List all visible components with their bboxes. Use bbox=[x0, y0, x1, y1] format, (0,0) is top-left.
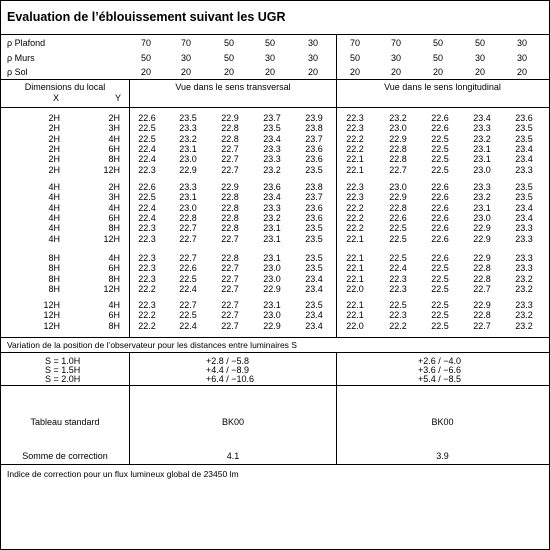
ugr-transverse-value: 23.3 bbox=[263, 154, 281, 165]
ugr-transverse-value: 23.4 bbox=[305, 320, 323, 331]
ugr-transverse-value: 23.4 bbox=[263, 133, 281, 144]
ugr-longitudinal-value: 23.4 bbox=[515, 202, 533, 213]
ugr-longitudinal-value: 23.2 bbox=[389, 113, 407, 123]
ugr-longitudinal-value: 22.0 bbox=[346, 320, 364, 331]
variation-value: +2.8 / −5.8 bbox=[206, 356, 250, 366]
ugr-transverse-value: 22.5 bbox=[138, 192, 156, 203]
rho-value: 30 bbox=[390, 53, 401, 63]
ugr-longitudinal-value: 22.5 bbox=[431, 310, 449, 321]
variation-value: +6.4 / −10.6 bbox=[206, 374, 255, 384]
ugr-longitudinal-value: 23.0 bbox=[473, 212, 491, 223]
ugr-longitudinal-value: 23.4 bbox=[473, 113, 491, 123]
rho-value: 30 bbox=[474, 53, 485, 63]
ugr-transverse-value: 22.8 bbox=[221, 253, 239, 263]
ugr-transverse-value: 23.8 bbox=[305, 123, 323, 134]
longitudinal-header: Vue dans le sens longitudinal bbox=[384, 82, 501, 92]
ugr-transverse-value: 23.0 bbox=[179, 154, 197, 165]
ugr-transverse-value: 22.9 bbox=[221, 113, 239, 123]
rho-value: 70 bbox=[180, 38, 191, 48]
ugr-longitudinal-value: 22.5 bbox=[431, 300, 449, 310]
ugr-transverse-value: 22.2 bbox=[138, 320, 156, 331]
dimension-x: 12H bbox=[43, 310, 60, 321]
ugr-longitudinal-value: 23.0 bbox=[389, 123, 407, 134]
dimension-x: 4H bbox=[48, 233, 60, 244]
dimension-y: 6H bbox=[108, 310, 120, 321]
ugr-longitudinal-value: 22.5 bbox=[431, 273, 449, 284]
ugr-longitudinal-value: 22.2 bbox=[346, 202, 364, 213]
ugr-transverse-value: 22.7 bbox=[221, 300, 239, 310]
dimension-x: 4H bbox=[48, 192, 60, 203]
ugr-longitudinal-value: 22.3 bbox=[346, 182, 364, 192]
ugr-longitudinal-value: 22.9 bbox=[389, 133, 407, 144]
dimension-y: 2H bbox=[108, 113, 120, 123]
rho-value: 20 bbox=[474, 67, 485, 77]
dimension-x: 8H bbox=[48, 253, 60, 263]
page-title: Evaluation de l’éblouissement suivant les UGR bbox=[7, 10, 286, 24]
dimension-x: 2H bbox=[48, 123, 60, 134]
ugr-transverse-value: 23.6 bbox=[263, 182, 281, 192]
ugr-longitudinal-value: 23.2 bbox=[515, 283, 533, 294]
ugr-transverse-value: 22.3 bbox=[138, 300, 156, 310]
ugr-transverse-value: 22.7 bbox=[221, 143, 239, 154]
ugr-transverse-value: 23.0 bbox=[263, 273, 281, 284]
ugr-transverse-value: 23.2 bbox=[263, 164, 281, 175]
ugr-transverse-value: 22.7 bbox=[221, 273, 239, 284]
ugr-transverse-value: 22.7 bbox=[179, 233, 197, 244]
dimension-y: 4H bbox=[108, 300, 120, 310]
column-divider bbox=[336, 34, 337, 337]
rho-value: 20 bbox=[349, 67, 360, 77]
rho-value: 30 bbox=[516, 38, 527, 48]
longitudinal-variation bbox=[418, 357, 461, 384]
ugr-longitudinal-value: 22.1 bbox=[346, 233, 364, 244]
ugr-longitudinal-value: 22.9 bbox=[473, 300, 491, 310]
ugr-longitudinal-value: 22.6 bbox=[431, 192, 449, 203]
ugr-transverse-value: 23.3 bbox=[179, 182, 197, 192]
dimension-x: 2H bbox=[48, 143, 60, 154]
ugr-transverse-value: 23.5 bbox=[305, 223, 323, 234]
dimension-y: 3H bbox=[108, 123, 120, 134]
dimension-y: 12H bbox=[103, 283, 120, 294]
ugr-longitudinal-value: 22.9 bbox=[389, 192, 407, 203]
ugr-longitudinal-value: 23.5 bbox=[515, 133, 533, 144]
ugr-transverse-value: 22.4 bbox=[179, 320, 197, 331]
ugr-transverse-value: 22.7 bbox=[221, 263, 239, 274]
ugr-transverse-value: 22.3 bbox=[138, 253, 156, 263]
ugr-longitudinal-value: 22.3 bbox=[389, 283, 407, 294]
dimensions-header: Dimensions du local bbox=[24, 82, 106, 92]
ugr-longitudinal-value: 23.1 bbox=[473, 154, 491, 165]
ugr-transverse-value: 23.1 bbox=[179, 143, 197, 154]
ugr-transverse-value: 22.5 bbox=[138, 133, 156, 144]
ugr-longitudinal-value: 22.4 bbox=[389, 263, 407, 274]
ugr-transverse-value: 22.4 bbox=[138, 212, 156, 223]
ugr-transverse-value: 23.5 bbox=[305, 263, 323, 274]
dimension-x: 2H bbox=[48, 164, 60, 175]
ugr-transverse-value: 22.7 bbox=[179, 253, 197, 263]
ugr-longitudinal-value: 22.1 bbox=[346, 164, 364, 175]
ugr-transverse-value: 22.5 bbox=[179, 273, 197, 284]
footer-note: Indice de correction pour un flux lumineux global de 23450 lm bbox=[7, 469, 239, 479]
dimension-x: 8H bbox=[48, 273, 60, 284]
ugr-transverse-value: 23.0 bbox=[263, 263, 281, 274]
ugr-transverse-value: 22.3 bbox=[138, 263, 156, 274]
ugr-longitudinal-value: 22.8 bbox=[389, 143, 407, 154]
rho-value: 50 bbox=[349, 53, 360, 63]
ugr-longitudinal-value: 22.1 bbox=[346, 154, 364, 165]
ugr-transverse-value: 22.6 bbox=[138, 113, 156, 123]
ugr-transverse-value: 22.3 bbox=[138, 164, 156, 175]
s-labels bbox=[45, 357, 80, 384]
divider bbox=[1, 385, 549, 386]
ugr-longitudinal-value: 23.3 bbox=[515, 300, 533, 310]
ugr-longitudinal-value: 23.3 bbox=[473, 182, 491, 192]
ugr-transverse-value: 23.7 bbox=[305, 133, 323, 144]
ugr-longitudinal-value: 22.8 bbox=[473, 263, 491, 274]
ugr-longitudinal-value: 23.3 bbox=[515, 223, 533, 234]
ugr-longitudinal-value: 23.1 bbox=[473, 143, 491, 154]
dimension-y: 8H bbox=[108, 273, 120, 284]
ugr-transverse-value: 22.4 bbox=[138, 154, 156, 165]
rho-value: 20 bbox=[390, 67, 401, 77]
rho-value: 30 bbox=[264, 53, 275, 63]
dimension-x: 4H bbox=[48, 212, 60, 223]
dimension-y: 4H bbox=[108, 202, 120, 213]
ugr-transverse-value: 22.7 bbox=[221, 283, 239, 294]
ugr-transverse-value: 23.5 bbox=[305, 233, 323, 244]
ugr-longitudinal-value: 22.3 bbox=[346, 113, 364, 123]
ugr-longitudinal-value: 23.2 bbox=[473, 133, 491, 144]
ugr-transverse-value: 23.4 bbox=[263, 192, 281, 203]
ugr-transverse-value: 23.7 bbox=[305, 192, 323, 203]
dimension-y: 8H bbox=[108, 154, 120, 165]
ugr-transverse-value: 23.6 bbox=[305, 212, 323, 223]
ugr-longitudinal-value: 23.5 bbox=[515, 192, 533, 203]
rho-value: 70 bbox=[390, 38, 401, 48]
dimension-y: 4H bbox=[108, 133, 120, 144]
ugr-longitudinal-value: 22.6 bbox=[431, 212, 449, 223]
ugr-longitudinal-value: 22.3 bbox=[346, 192, 364, 203]
divider bbox=[1, 464, 549, 465]
ugr-longitudinal-value: 22.5 bbox=[431, 164, 449, 175]
ugr-transverse-value: 22.7 bbox=[179, 300, 197, 310]
ugr-transverse-value: 22.6 bbox=[179, 263, 197, 274]
divider bbox=[1, 34, 549, 35]
ugr-transverse-value: 22.4 bbox=[138, 143, 156, 154]
ugr-transverse-value: 23.5 bbox=[305, 300, 323, 310]
ugr-longitudinal-value: 22.6 bbox=[389, 212, 407, 223]
dimension-y: 3H bbox=[108, 192, 120, 203]
variation-value: +3.6 / −6.6 bbox=[418, 365, 462, 375]
ugr-longitudinal-value: 23.6 bbox=[515, 113, 533, 123]
divider bbox=[1, 337, 549, 338]
s-label: S = 2.0H bbox=[45, 374, 81, 384]
ugr-transverse-value: 22.5 bbox=[138, 123, 156, 134]
ugr-longitudinal-value: 23.0 bbox=[389, 182, 407, 192]
ugr-longitudinal-value: 23.3 bbox=[515, 233, 533, 244]
ugr-transverse-value: 22.4 bbox=[138, 202, 156, 213]
ugr-transverse-value: 23.4 bbox=[305, 273, 323, 284]
ugr-transverse-value: 22.2 bbox=[138, 283, 156, 294]
rho-value: 50 bbox=[223, 38, 234, 48]
ugr-transverse-value: 23.6 bbox=[305, 202, 323, 213]
rho-value: 20 bbox=[140, 67, 151, 77]
ugr-longitudinal-value: 23.4 bbox=[515, 154, 533, 165]
ugr-longitudinal-value: 22.2 bbox=[346, 223, 364, 234]
ugr-transverse-value: 23.0 bbox=[263, 310, 281, 321]
ugr-longitudinal-value: 23.0 bbox=[473, 164, 491, 175]
ugr-transverse-value: 23.2 bbox=[263, 212, 281, 223]
column-divider bbox=[129, 79, 130, 337]
ugr-longitudinal-value: 22.1 bbox=[346, 263, 364, 274]
ugr-transverse-value: 23.1 bbox=[263, 223, 281, 234]
dimension-x: 8H bbox=[48, 263, 60, 274]
ugr-longitudinal-value: 22.6 bbox=[431, 123, 449, 134]
rho-value: 20 bbox=[307, 67, 318, 77]
ugr-longitudinal-value: 22.5 bbox=[431, 283, 449, 294]
rho-value: 50 bbox=[223, 53, 234, 63]
ugr-transverse-value: 23.1 bbox=[263, 253, 281, 263]
ugr-longitudinal-value: 22.1 bbox=[346, 310, 364, 321]
correction-sum-transverse: 4.1 bbox=[226, 451, 240, 461]
ugr-longitudinal-value: 22.1 bbox=[346, 300, 364, 310]
rho-value: 50 bbox=[432, 53, 443, 63]
standard-table-transverse: BK00 bbox=[221, 417, 245, 427]
ugr-longitudinal-value: 22.9 bbox=[473, 253, 491, 263]
ugr-longitudinal-value: 22.2 bbox=[346, 143, 364, 154]
ugr-transverse-value: 22.3 bbox=[138, 233, 156, 244]
ugr-transverse-value: 23.5 bbox=[179, 113, 197, 123]
ugr-transverse-value: 22.8 bbox=[221, 192, 239, 203]
ugr-longitudinal-value: 22.6 bbox=[431, 182, 449, 192]
dimension-x: 4H bbox=[48, 182, 60, 192]
ugr-longitudinal-value: 22.5 bbox=[431, 143, 449, 154]
x-header: X bbox=[53, 93, 60, 103]
dimension-y: 6H bbox=[108, 143, 120, 154]
ugr-transverse-value: 22.9 bbox=[263, 320, 281, 331]
rho-value: 20 bbox=[223, 67, 234, 77]
ugr-longitudinal-value: 22.6 bbox=[431, 113, 449, 123]
ugr-longitudinal-value: 22.8 bbox=[473, 273, 491, 284]
dimension-y: 12H bbox=[103, 164, 120, 175]
ugr-longitudinal-value: 23.3 bbox=[515, 253, 533, 263]
y-header: Y bbox=[115, 93, 122, 103]
ugr-transverse-value: 22.8 bbox=[221, 123, 239, 134]
ugr-longitudinal-value: 22.1 bbox=[346, 253, 364, 263]
ugr-longitudinal-value: 23.2 bbox=[515, 320, 533, 331]
ugr-transverse-value: 22.9 bbox=[179, 164, 197, 175]
ugr-transverse-value: 22.3 bbox=[138, 273, 156, 284]
ugr-longitudinal-value: 23.2 bbox=[515, 310, 533, 321]
ugr-longitudinal-value: 22.3 bbox=[389, 273, 407, 284]
ugr-longitudinal-value: 22.5 bbox=[389, 223, 407, 234]
dimension-x: 2H bbox=[48, 154, 60, 165]
ugr-transverse-value: 23.2 bbox=[179, 133, 197, 144]
ugr-transverse-value: 23.8 bbox=[305, 182, 323, 192]
divider bbox=[1, 79, 549, 80]
rho-value: 50 bbox=[264, 38, 275, 48]
rho-murs-label: ρ Murs bbox=[7, 53, 35, 63]
ugr-transverse-value: 23.4 bbox=[305, 310, 323, 321]
ugr-longitudinal-value: 22.6 bbox=[431, 223, 449, 234]
ugr-longitudinal-value: 22.7 bbox=[473, 320, 491, 331]
variation-value: +2.6 / −4.0 bbox=[418, 356, 462, 366]
ugr-transverse-value: 23.7 bbox=[263, 113, 281, 123]
ugr-transverse-value: 23.3 bbox=[263, 202, 281, 213]
ugr-transverse-value: 22.6 bbox=[138, 182, 156, 192]
divider bbox=[1, 107, 549, 108]
ugr-transverse-value: 22.8 bbox=[221, 133, 239, 144]
ugr-longitudinal-value: 22.5 bbox=[389, 300, 407, 310]
ugr-transverse-value: 22.8 bbox=[221, 202, 239, 213]
dimension-y: 12H bbox=[103, 233, 120, 244]
ugr-transverse-value: 23.1 bbox=[179, 192, 197, 203]
dimension-y: 8H bbox=[108, 223, 120, 234]
ugr-longitudinal-value: 23.3 bbox=[515, 164, 533, 175]
column-divider bbox=[336, 352, 337, 464]
ugr-transverse-value: 23.5 bbox=[263, 123, 281, 134]
column-divider bbox=[129, 352, 130, 464]
ugr-transverse-value: 23.5 bbox=[305, 253, 323, 263]
ugr-longitudinal-value: 22.6 bbox=[431, 253, 449, 263]
ugr-transverse-value: 23.3 bbox=[179, 123, 197, 134]
ugr-longitudinal-value: 22.5 bbox=[431, 263, 449, 274]
rho-value: 20 bbox=[180, 67, 191, 77]
ugr-longitudinal-value: 22.5 bbox=[431, 154, 449, 165]
rho-value: 70 bbox=[349, 38, 360, 48]
ugr-transverse-value: 22.4 bbox=[179, 283, 197, 294]
ugr-longitudinal-value: 22.2 bbox=[346, 133, 364, 144]
ugr-longitudinal-value: 23.1 bbox=[473, 202, 491, 213]
rho-value: 20 bbox=[432, 67, 443, 77]
dimension-x: 2H bbox=[48, 133, 60, 144]
dimension-y: 8H bbox=[108, 320, 120, 331]
ugr-transverse-value: 22.7 bbox=[221, 164, 239, 175]
ugr-transverse-value: 22.8 bbox=[221, 223, 239, 234]
ugr-longitudinal-value: 23.5 bbox=[515, 182, 533, 192]
ugr-longitudinal-value: 23.2 bbox=[473, 192, 491, 203]
variation-title: Variation de la position de l’observateur pour les distances entre luminaires S bbox=[7, 340, 297, 350]
ugr-longitudinal-value: 22.2 bbox=[346, 212, 364, 223]
ugr-longitudinal-value: 23.5 bbox=[515, 123, 533, 134]
ugr-transverse-value: 22.3 bbox=[138, 223, 156, 234]
standard-table-label: Tableau standard bbox=[30, 417, 100, 427]
rho-value: 70 bbox=[140, 38, 151, 48]
correction-sum-label: Somme de correction bbox=[22, 451, 108, 461]
ugr-transverse-value: 22.8 bbox=[179, 212, 197, 223]
ugr-transverse-value: 23.9 bbox=[305, 113, 323, 123]
correction-sum-longitudinal: 3.9 bbox=[436, 451, 449, 461]
ugr-transverse-value: 23.1 bbox=[263, 233, 281, 244]
ugr-longitudinal-value: 23.3 bbox=[515, 263, 533, 274]
ugr-longitudinal-value: 22.5 bbox=[431, 320, 449, 331]
ugr-longitudinal-value: 22.3 bbox=[389, 310, 407, 321]
dimension-x: 12H bbox=[43, 320, 60, 331]
rho-plafond-label: ρ Plafond bbox=[7, 38, 46, 48]
ugr-longitudinal-value: 23.4 bbox=[515, 143, 533, 154]
ugr-longitudinal-value: 22.9 bbox=[473, 233, 491, 244]
dimension-y: 2H bbox=[108, 182, 120, 192]
ugr-transverse-value: 22.7 bbox=[221, 154, 239, 165]
dimension-x: 12H bbox=[43, 300, 60, 310]
ugr-longitudinal-value: 22.8 bbox=[389, 154, 407, 165]
ugr-longitudinal-value: 22.7 bbox=[473, 283, 491, 294]
ugr-transverse-value: 22.7 bbox=[221, 310, 239, 321]
dimension-y: 6H bbox=[108, 263, 120, 274]
ugr-longitudinal-value: 22.7 bbox=[389, 164, 407, 175]
ugr-transverse-value: 23.5 bbox=[305, 164, 323, 175]
ugr-longitudinal-value: 23.3 bbox=[473, 123, 491, 134]
variation-value: +5.4 / −8.5 bbox=[418, 374, 462, 384]
rho-value: 20 bbox=[264, 67, 275, 77]
ugr-longitudinal-value: 23.4 bbox=[515, 212, 533, 223]
ugr-transverse-value: 22.7 bbox=[179, 223, 197, 234]
rho-value: 20 bbox=[516, 67, 527, 77]
dimension-x: 2H bbox=[48, 113, 60, 123]
transverse-variation bbox=[206, 357, 254, 384]
ugr-longitudinal-value: 22.9 bbox=[473, 223, 491, 234]
ugr-longitudinal-value: 22.2 bbox=[389, 320, 407, 331]
dimension-x: 4H bbox=[48, 223, 60, 234]
divider bbox=[1, 352, 549, 353]
rho-value: 50 bbox=[140, 53, 151, 63]
ugr-longitudinal-value: 23.2 bbox=[515, 273, 533, 284]
transverse-header: Vue dans le sens transversal bbox=[175, 82, 291, 92]
dimension-x: 4H bbox=[48, 202, 60, 213]
ugr-transverse-value: 22.9 bbox=[263, 283, 281, 294]
ugr-longitudinal-value: 22.8 bbox=[473, 310, 491, 321]
rho-value: 30 bbox=[307, 38, 318, 48]
dimension-x: 8H bbox=[48, 283, 60, 294]
ugr-transverse-value: 23.4 bbox=[305, 283, 323, 294]
rho-value: 50 bbox=[432, 38, 443, 48]
ugr-longitudinal-value: 22.6 bbox=[431, 202, 449, 213]
variation-value: +4.4 / −8.9 bbox=[206, 365, 250, 375]
ugr-longitudinal-value: 22.5 bbox=[431, 133, 449, 144]
standard-table-longitudinal: BK00 bbox=[431, 417, 454, 427]
dimension-y: 6H bbox=[108, 212, 120, 223]
s-label: S = 1.0H bbox=[45, 356, 81, 366]
ugr-transverse-value: 23.6 bbox=[305, 154, 323, 165]
ugr-transverse-value: 22.7 bbox=[221, 320, 239, 331]
s-label: S = 1.5H bbox=[45, 365, 81, 375]
ugr-transverse-value: 22.8 bbox=[221, 212, 239, 223]
ugr-transverse-value: 22.9 bbox=[221, 182, 239, 192]
rho-sol-label: ρ Sol bbox=[7, 67, 28, 77]
ugr-transverse-value: 23.6 bbox=[305, 143, 323, 154]
dimension-y: 4H bbox=[108, 253, 120, 263]
rho-value: 30 bbox=[180, 53, 191, 63]
ugr-longitudinal-value: 22.5 bbox=[389, 253, 407, 263]
ugr-transverse-value: 23.0 bbox=[179, 202, 197, 213]
ugr-longitudinal-value: 22.1 bbox=[346, 273, 364, 284]
ugr-longitudinal-value: 22.3 bbox=[346, 123, 364, 134]
rho-value: 30 bbox=[516, 53, 527, 63]
ugr-transverse-value: 23.3 bbox=[263, 143, 281, 154]
ugr-longitudinal-value: 22.0 bbox=[346, 283, 364, 294]
rho-value: 30 bbox=[307, 53, 318, 63]
ugr-longitudinal-value: 22.6 bbox=[431, 233, 449, 244]
ugr-transverse-value: 22.2 bbox=[138, 310, 156, 321]
ugr-transverse-value: 23.1 bbox=[263, 300, 281, 310]
ugr-longitudinal-value: 22.8 bbox=[389, 202, 407, 213]
ugr-transverse-value: 22.5 bbox=[179, 310, 197, 321]
ugr-transverse-value: 22.7 bbox=[221, 233, 239, 244]
rho-value: 50 bbox=[474, 38, 485, 48]
ugr-longitudinal-value: 22.5 bbox=[389, 233, 407, 244]
